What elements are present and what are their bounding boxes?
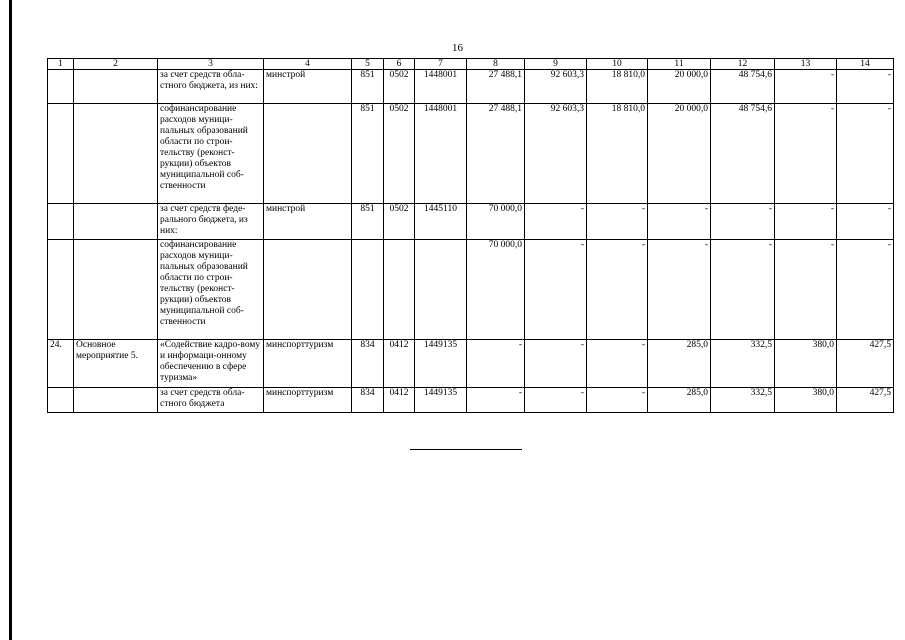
cell-code: 0502 xyxy=(384,70,415,104)
cell-amount: - xyxy=(587,240,648,340)
table-row xyxy=(48,340,894,388)
cell-amount: - xyxy=(648,204,711,240)
column-header: 11 xyxy=(648,59,711,70)
cell-amount: 48 754,6 xyxy=(711,104,775,204)
cell-code: 0412 xyxy=(384,388,415,413)
cell-amount: 285,0 xyxy=(648,340,711,388)
cell-amount: - xyxy=(837,240,894,340)
column-header: 7 xyxy=(415,59,467,70)
cell-amount: 427,5 xyxy=(837,340,894,388)
cell-executor xyxy=(264,240,352,340)
cell-amount: 48 754,6 xyxy=(711,70,775,104)
cell-executor: минспорттуризм xyxy=(264,388,352,413)
cell-amount: 92 603,3 xyxy=(525,70,587,104)
cell-executor: минстрой xyxy=(264,70,352,104)
cell-description: софинансирование расходов муници-пальных образований области по строи-тельству (реконст-рукции) объектов муниципальной соб-ственности xyxy=(158,104,264,204)
cell-executor: минстрой xyxy=(264,204,352,240)
column-header: 1 xyxy=(48,59,74,70)
cell-index xyxy=(48,204,74,240)
column-header: 10 xyxy=(587,59,648,70)
cell-measure xyxy=(74,204,158,240)
cell-index xyxy=(48,240,74,340)
cell-executor xyxy=(264,104,352,204)
cell-measure xyxy=(74,70,158,104)
cell-amount: 427,5 xyxy=(837,388,894,413)
cell-index xyxy=(48,70,74,104)
cell-code: 1449135 xyxy=(415,340,467,388)
column-header: 3 xyxy=(158,59,264,70)
cell-amount: - xyxy=(775,240,837,340)
cell-code: 834 xyxy=(352,388,384,413)
cell-amount: - xyxy=(525,388,587,413)
cell-code: 1448001 xyxy=(415,104,467,204)
cell-code: 851 xyxy=(352,204,384,240)
cell-amount: 92 603,3 xyxy=(525,104,587,204)
cell-amount: 27 488,1 xyxy=(467,70,525,104)
cell-amount: 27 488,1 xyxy=(467,104,525,204)
cell-amount: - xyxy=(587,340,648,388)
page-number: 16 xyxy=(452,42,463,54)
cell-measure xyxy=(74,104,158,204)
cell-index xyxy=(48,388,74,413)
cell-amount: - xyxy=(587,204,648,240)
cell-amount: 380,0 xyxy=(775,388,837,413)
cell-amount: 332,5 xyxy=(711,388,775,413)
cell-amount: - xyxy=(648,240,711,340)
cell-amount: 18 810,0 xyxy=(587,104,648,204)
cell-measure: Основное мероприятие 5. xyxy=(74,340,158,388)
cell-amount: 20 000,0 xyxy=(648,104,711,204)
cell-description: за счет средств обла-стного бюджета, из них: xyxy=(158,70,264,104)
cell-code: 0502 xyxy=(384,204,415,240)
cell-amount: - xyxy=(525,240,587,340)
cell-index: 24. xyxy=(48,340,74,388)
cell-measure xyxy=(74,388,158,413)
column-header: 13 xyxy=(775,59,837,70)
cell-amount: 70 000,0 xyxy=(467,204,525,240)
cell-index xyxy=(48,104,74,204)
cell-amount: 70 000,0 xyxy=(467,240,525,340)
cell-measure xyxy=(74,240,158,340)
column-header: 8 xyxy=(467,59,525,70)
cell-description: за счет средств обла-стного бюджета xyxy=(158,388,264,413)
column-header: 12 xyxy=(711,59,775,70)
cell-amount: - xyxy=(775,70,837,104)
budget-table xyxy=(47,58,894,413)
cell-amount: - xyxy=(711,240,775,340)
cell-code xyxy=(352,240,384,340)
cell-amount: 285,0 xyxy=(648,388,711,413)
cell-amount: - xyxy=(837,70,894,104)
table-row xyxy=(48,240,894,340)
column-header: 2 xyxy=(74,59,158,70)
cell-code xyxy=(415,240,467,340)
cell-code: 0502 xyxy=(384,104,415,204)
table-row xyxy=(48,204,894,240)
cell-amount: - xyxy=(525,204,587,240)
cell-amount: - xyxy=(837,104,894,204)
left-margin-bar xyxy=(9,0,12,640)
cell-amount: - xyxy=(525,340,587,388)
table-row xyxy=(48,70,894,104)
table-row xyxy=(48,388,894,413)
cell-executor: минспорттуризм xyxy=(264,340,352,388)
column-header: 9 xyxy=(525,59,587,70)
column-header: 14 xyxy=(837,59,894,70)
cell-amount: - xyxy=(775,104,837,204)
cell-code: 851 xyxy=(352,70,384,104)
cell-description: софинансирование расходов муници-пальных образований области по строи-тельству (реконст-рукции) объектов муниципальной соб-ственности xyxy=(158,240,264,340)
column-header: 4 xyxy=(264,59,352,70)
cell-code: 851 xyxy=(352,104,384,204)
cell-amount: - xyxy=(467,388,525,413)
cell-amount: - xyxy=(775,204,837,240)
cell-amount: - xyxy=(587,388,648,413)
column-header: 5 xyxy=(352,59,384,70)
cell-amount: 380,0 xyxy=(775,340,837,388)
cell-amount: 20 000,0 xyxy=(648,70,711,104)
column-header: 6 xyxy=(384,59,415,70)
cell-code: 1449135 xyxy=(415,388,467,413)
table-row xyxy=(48,104,894,204)
cell-code: 1448001 xyxy=(415,70,467,104)
cell-amount: - xyxy=(467,340,525,388)
cell-amount: 332,5 xyxy=(711,340,775,388)
cell-code xyxy=(384,240,415,340)
cell-code: 1445110 xyxy=(415,204,467,240)
cell-amount: 18 810,0 xyxy=(587,70,648,104)
cell-description: «Содействие кадро-вому и информаци-онному обеспечению в сфере туризма» xyxy=(158,340,264,388)
cell-amount: - xyxy=(837,204,894,240)
cell-code: 0412 xyxy=(384,340,415,388)
header-row xyxy=(48,59,894,70)
cell-code: 834 xyxy=(352,340,384,388)
cell-description: за счет средств феде-рального бюджета, из них: xyxy=(158,204,264,240)
cell-amount: - xyxy=(711,204,775,240)
end-separator-line xyxy=(410,449,522,450)
